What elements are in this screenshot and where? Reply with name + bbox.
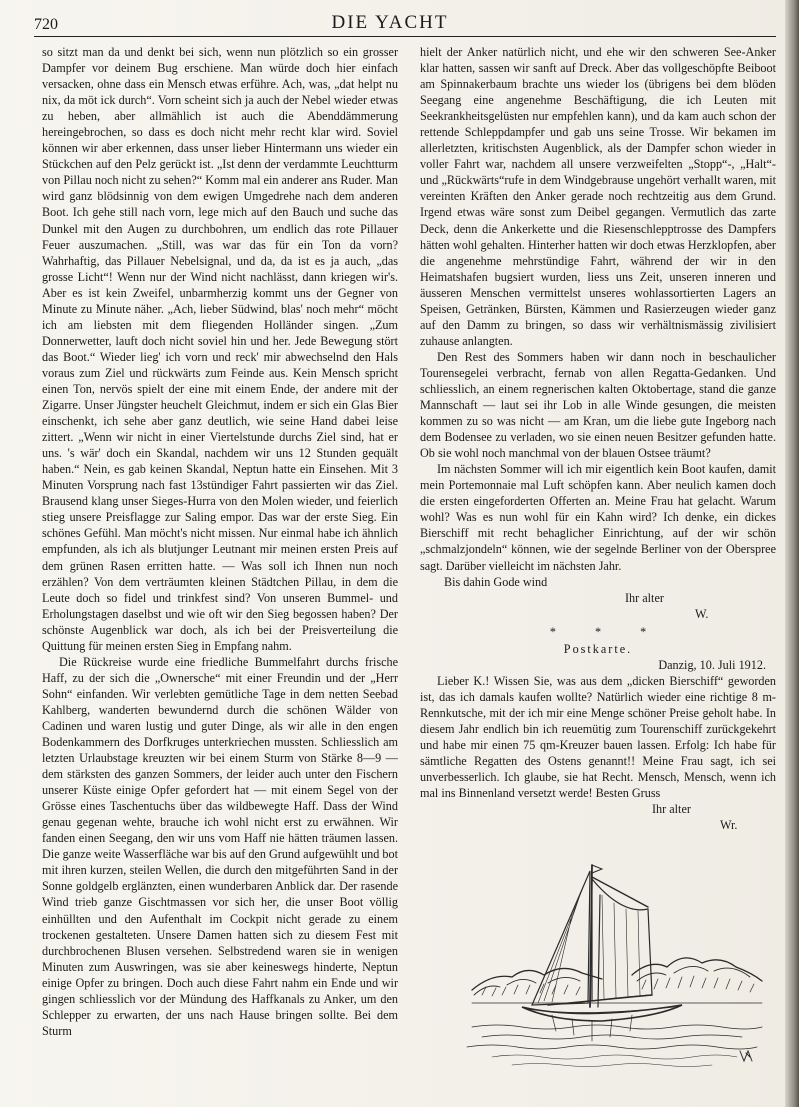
- paragraph: hielt der Anker natürlich nicht, und ehe wir den schweren See-Anker klar hatten, sassen wir sanft auf Dreck. Aber das vollgeschöpfte Beiboot am Spinnakerbaum brachte uns wieder los (übrigens bei dem blöden Seegang eine angenehme Beschäftigung, die ich Leuten mit Seekrankheitsgelüsten nur empfehlen kann), und da kam auch schon der rettende Schleppdampfer und gab uns seine Trosse. Wir bekamen im allerletzten, kritischsten Augenblick, als der Dampfer schon wieder in voller Fahrt war, nachdem all unsere verzweifelten „Stopp“-, „Halt“- und „Rückwärts“rufe in dem Windgebrause ungehört verhallt waren, mit vereinten Kräften den Anker gerade noch rechtzeitig aus dem Grund. Irgend etwas wäre sonst zum Deibel gegangen. Vermutlich das zarte Deck, denn die Ankerkette und die Riesenschlepptrosse des Dampfers hätten wohl gehalten. Hinterher hatten wir doch etwas Herzklopfen, aber die angenehme mehrstündige Fahrt, während der wir in den Heimatshafen bugsiert wurden, liess uns Zeit, unseren inneren und äusseren Menschen vermittelst unseres wohlassortierten Lagers an Speisen, Getränken, Bürsten, Kämmen und Rasierzeugen wieder ganz auf den Damm zu bringen, so dass wir verhältnismässig zivilisiert zuhause anlangten.: [420, 45, 776, 348]
- running-title: DIE YACHT: [331, 12, 449, 33]
- section-separator: * * *: [549, 624, 665, 639]
- paragraph: Die Rückreise wurde eine friedliche Bummelfahrt durchs frische Haff, zu der sich die „Ownersche“ mit einer Freundin und der „Herr Sohn“ einfanden. Wir verlebten gemütliche Tage in dem netten Seebad Kahlberg, wanderten bewundernd durch die schönen Wälder von Cadinen und waren lustig und guter Dinge, als wir alle in den engen Bodenkammern des Dorfkruges unterkriechen mussten. Schliesslich am letzten Urlaubstage kreuzten wir bei einem Sturm von Stärke 8—9 — dem stärksten des ganzen Sommers, der leider auch unter den Fischern unserer Küste einige Opfer gefordert hat — mit einem Segel von der Grösse eines Taschentuchs über das wildbewegte Haff. Dass der Wind genau gegenan wehte, brauche ich wohl nicht erst zu erwähnen. Wir fanden einen Seegang, den wir uns vom Haff nie hätten träumen lassen. Die ganze weite Wasserfläche war bis auf den Grund aufgewühlt und bot mit ihren kurzen, steilen Wellen, die durch den mitgeführten Sand in der Sonne goldgelb erglänzten, einen wunderbaren Anblick dar. Der rasende Wind trieb ganze Gischtmassen vor sich her, die unser Boot völlig einhüllten und den Aufenthalt im Cockpit nicht gerade zu einem trockenen gestalteten. Unsere Damen hatten sich zu diesem Fest mit durchbrochenen Blusen versehen. Selbstredend waren sie in wenigen Minuten zum Auswringen, was sie aber keineswegs hinderte, Neptun einige Opfer zu bringen. Doch auch diese Fahrt nahm ein Ende und wir gingen schliesslich vor der Mündung des Haffkanals zu Anker, um den Schlepper zu erwarten, der uns nach Hause bringen sollte. Bei dem Sturm: [42, 654, 398, 1038]
- closing-greeting: Bis dahin Gode wind: [444, 574, 548, 589]
- closing-initial: W.: [695, 606, 709, 621]
- page-number: 720: [34, 16, 58, 33]
- postcard-dateline: Danzig, 10. Juli 1912.: [658, 657, 766, 672]
- postcard-title: Postkarte.: [563, 641, 633, 656]
- left-column: [42, 44, 398, 1039]
- sailing-yacht-illustration: [452, 855, 772, 1073]
- right-column: [420, 44, 776, 833]
- postcard-initial: Wr.: [720, 818, 738, 833]
- postcard-body: Lieber K.! Wissen Sie, was aus dem „dicken Bierschiff“ geworden ist, das ich damals kaufen wollte? Natürlich wieder eine richtige 8 m-Rennkutsche, mit der ich mir eine Menge schöner Preise geholt habe. In diesem Jahr endlich bin ich reuemütig zum Tourenschiff zurückgekehrt und habe mir einen 75 qm-Kreuzer bauen lassen. Erfolg: Ich habe für sämtliche Regatten des Ostens genannt!! Meine Frau sagt, ich sei unverbesserlich. Ich glaube, sie hat Recht. Mensch, Mensch, wenn ich mal ins Binnenland versetzt werde! Besten Gruss: [420, 673, 776, 801]
- paragraph: Im nächsten Sommer will ich mir eigentlich kein Boot kaufen, damit mein Portemonnaie mal Luft schöpfen kann. Aber neulich kamen doch die ersten eingeforderten Offerten an. Meine Frau hat gelacht. Warum wohl? Was es nun wohl für ein Kahn wird? Ich denke, ein dickes Bierschiff mit recht behaglicher Einrichtung, auf der wir schön „schmalzjondeln“ können, wie der segelnde Berliner von der Oberspree sagt. Darüber vielleicht im nächsten Jahr.: [420, 462, 776, 573]
- paragraph: Den Rest des Sommers haben wir dann noch in beschaulicher Tourensegelei verbracht, fernab von allen Regatta-Gedanken. Und schliesslich, an einem regnerischen kalten Oktobertage, stand die ganze Mannschaft — laut sei ihr Lob in alle Winde gesungen, die meisten kommen zu so was nicht — am Kran, um die liebe gute Ingeborg nach dem Bodensee zu verladen, wo sie einen neuen Besitzer gefunden hatte. Ob sie wohl noch manchmal von der blauen Ostsee träumt?: [420, 349, 776, 461]
- page-header: [0, 6, 799, 36]
- postcard-signoff: Ihr alter: [652, 802, 691, 817]
- header-rule: [34, 36, 776, 37]
- paragraph: so sitzt man da und denkt bei sich, wenn nun plötzlich so ein grosser Dampfer vor deinem Bug erschiene. Man würde doch hier einfach versacken, ohne dass ein Mensch etwas erführe. Ach, was, „dat helpt nu nix, da möt ick durch“. Vorn scheint sich ja auch der Nebel wieder etwas zu heben, aber allmählich ist auch die Abenddämmerung hereingebrochen, so dass es doch nicht mehr recht klar wird. Soviel können wir aber erkennen, dass unser lieber Hintermann uns wieder ein Stückchen auf den Pelz gerückt ist. „Ist denn der verdammte Leuchtturm von Pillau noch nicht zu sehen?“ Komm mal ein anderer ans Ruder. Man wird ganz blödsinnig von dem ewigen Umgedrehe nach dem anderen Boot. Ich gehe still nach vorn, lege mich auf den Bauch und suche das Dunkel mit den Augen zu durchbohren, um endlich das rote Pillauer Feuer auszumachen. „Still, was war das für ein Ton da vorn? Wahrhaftig, das Pillauer Nebelsignal, und da, da ist es ja auch, „das grosse Licht“! Wenn nur der Wind nicht nachlässt, dann kriegen wir's. Aber es ist kein Zweifel, unbarmherzig kommt uns der Gegner von Minute zu Minute näher. „Ach, lieber Südwind, blas' noch mehr“ möcht ich am liebsten mit dem fliegenden Holländer singen. „Zum Donnerwetter, lauft doch nicht soviel hin und her. Jede Bewegung stört das Boot.“ Wieder lieg' ich vorn und reck' mir abwechselnd den Hals voraus zum Ziel und rückwärts zum Feinde aus. Kein Mensch spricht einen Ton, nervös spielt der eine mit einem Ende, der andere mit der Zigarre. Unser Jüngster heuchelt Gleichmut, indem er sich ein Glas Bier einschenkt, ich sehe aber ganz deutlich, wie seine Hand dabei leise zittert. „Wenn wir nicht in einer Viertelstunde durchs Ziel sind, hat er uns. 's wär' doch ein Skandal, nachdem wir uns 12 Stunden gequält haben.“ Nein, es gab keinen Skandal, Neptun hatte ein Einsehen. Mit 3 Minuten Vorsprung nach fast 13stündiger Fahrt passierten wir das Ziel. Brausend klang unser Sieges-Hurra von den Molen wieder, und feierlich stieg unsere Preisflagge zur Saling empor. Das war der erste Sieg. Ein schönes Gefühl. Man möcht's nicht missen. Nur einmal habe ich ähnlich empfunden, als ich als blutjunger Leutnant mir meinen ersten Preis auf dem grünen Rasen erritten hatte. — Was soll ich Ihnen nun noch erzählen? Von dem verträumten kleinen Städtchen Pillau, in dem die Leute doch so fidel und trinkfest sind? Von unseren Bummel- und Erholungstagen daselbst und wie oft wir den Sieg begossen haben? Der schönste Augenblick war doch, als ich bei der Preisverteilung die Quittung für meinen ersten Sieg in Empfang nahm.: [42, 45, 398, 653]
- closing-signoff: Ihr alter: [625, 590, 664, 605]
- book-spine-shadow: [785, 0, 799, 1107]
- sailing-yacht-sketch-icon: [452, 855, 772, 1073]
